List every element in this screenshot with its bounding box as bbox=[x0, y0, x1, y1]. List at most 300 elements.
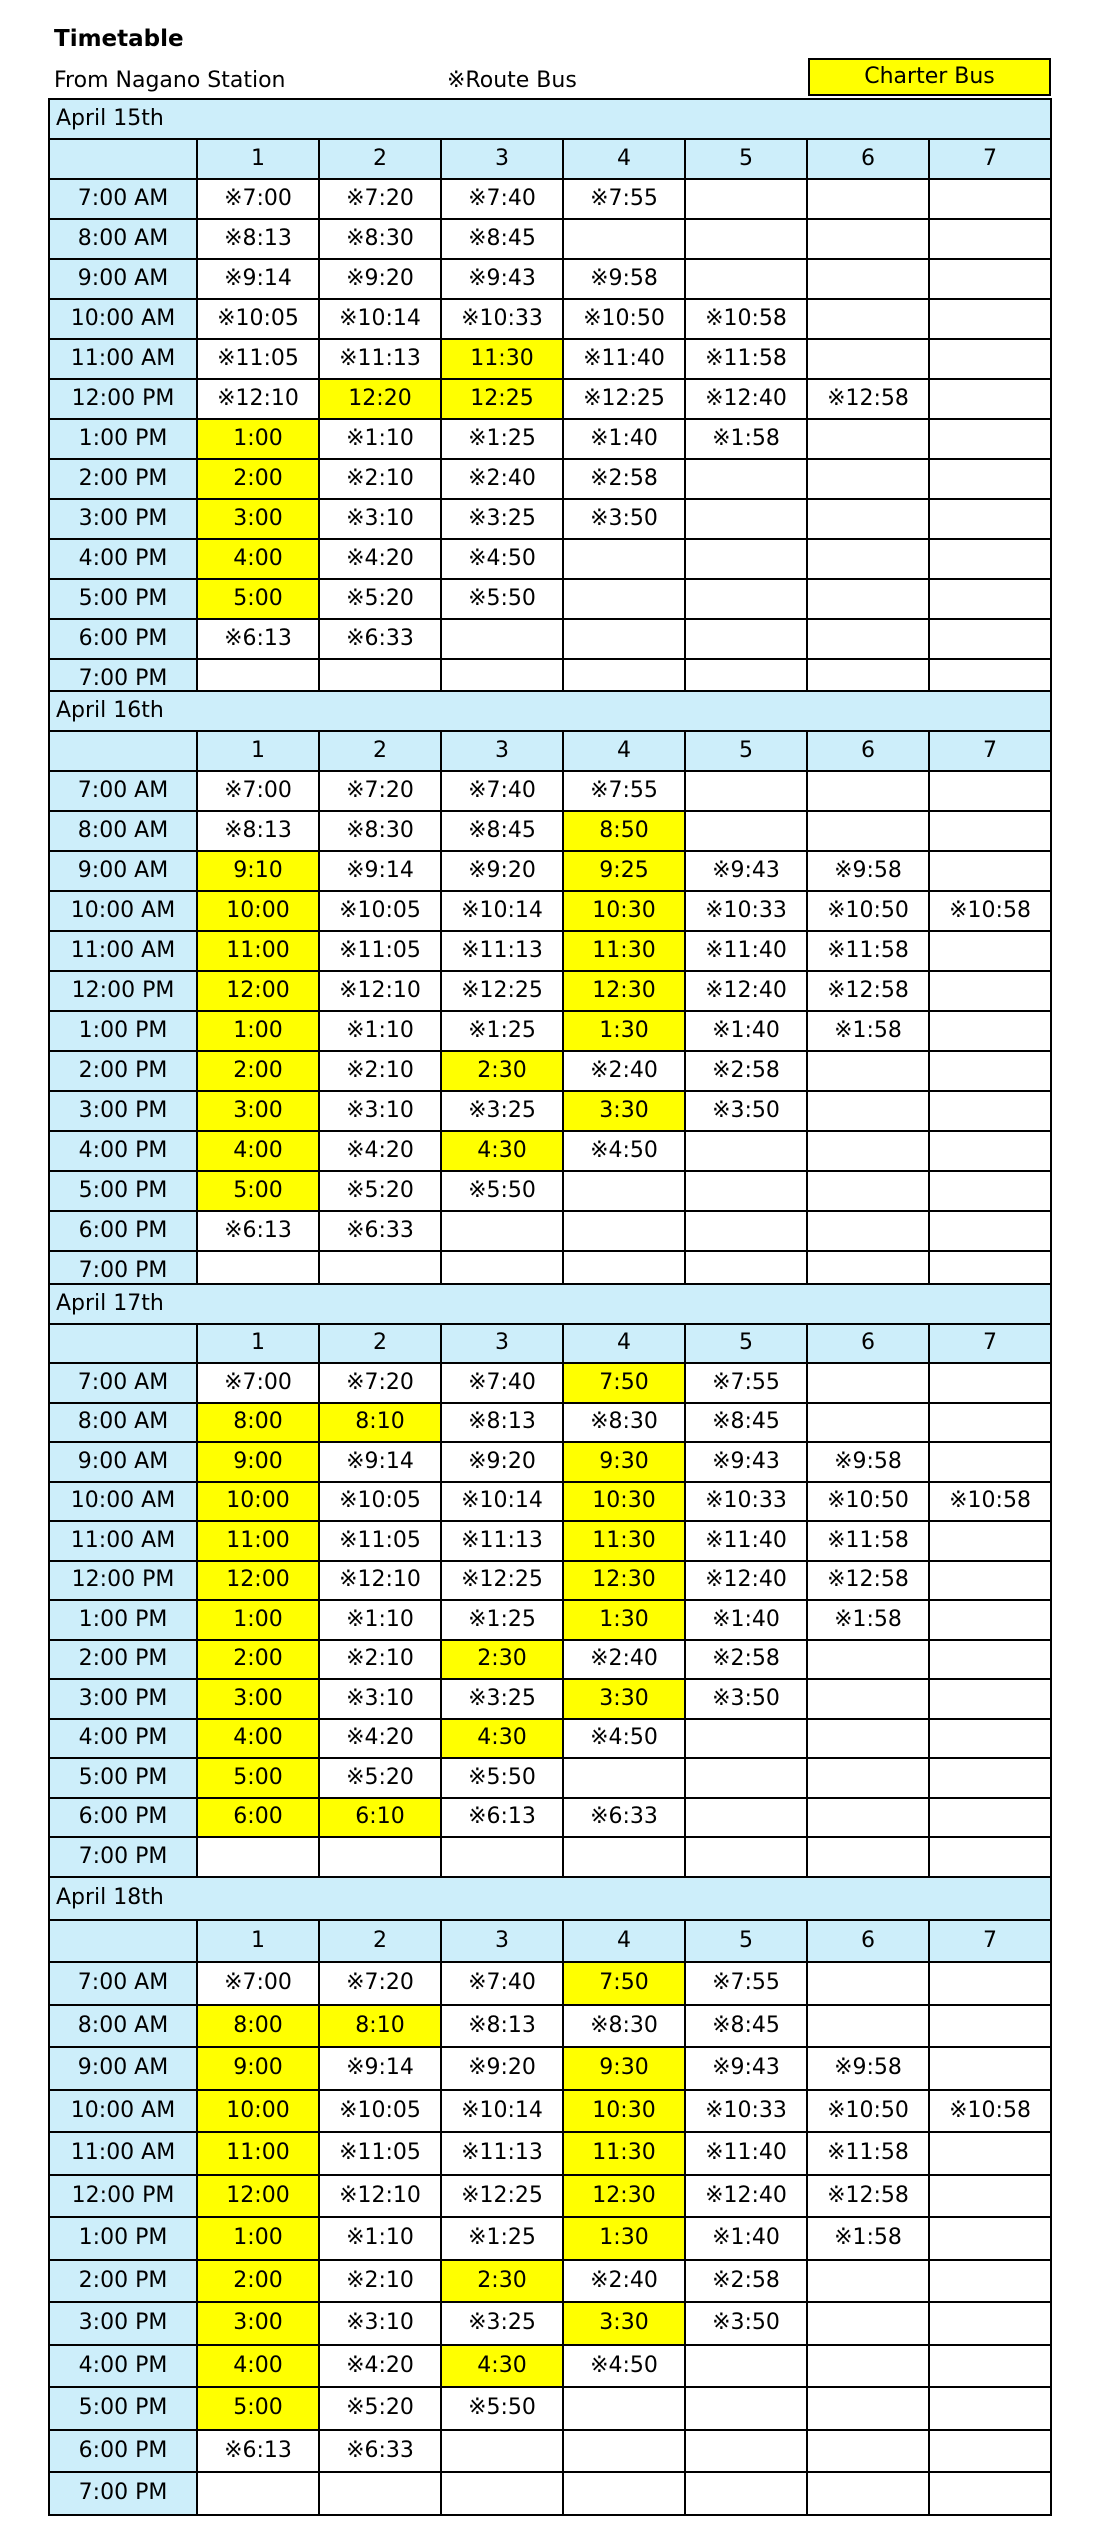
empty-cell bbox=[441, 1211, 563, 1251]
route-bus-time: ※12:40 bbox=[685, 971, 807, 1011]
route-bus-time: ※1:25 bbox=[441, 1600, 563, 1640]
route-bus-time: ※7:20 bbox=[319, 1962, 441, 2005]
charter-bus-time: 2:00 bbox=[197, 459, 319, 499]
empty-cell bbox=[197, 1837, 319, 1877]
column-header: 3 bbox=[441, 139, 563, 179]
charter-bus-time: 12:30 bbox=[563, 2175, 685, 2218]
route-bus-time: ※3:50 bbox=[685, 2302, 807, 2345]
empty-cell bbox=[807, 1051, 929, 1091]
route-bus-time: ※10:05 bbox=[319, 891, 441, 931]
table-row bbox=[49, 971, 1051, 1011]
route-bus-time: ※7:20 bbox=[319, 771, 441, 811]
charter-bus-time: 4:00 bbox=[197, 2345, 319, 2388]
route-bus-time: ※11:05 bbox=[319, 931, 441, 971]
empty-cell bbox=[929, 339, 1051, 379]
hour-label: 12:00 PM bbox=[49, 2175, 197, 2218]
column-header: 3 bbox=[441, 1920, 563, 1963]
route-bus-time: ※6:13 bbox=[197, 2430, 319, 2473]
hour-label: 1:00 PM bbox=[49, 1011, 197, 1051]
column-header: 7 bbox=[929, 731, 1051, 771]
charter-bus-time: 12:30 bbox=[563, 971, 685, 1011]
hour-label: 7:00 AM bbox=[49, 1363, 197, 1403]
empty-cell bbox=[929, 1679, 1051, 1719]
route-bus-time: ※7:00 bbox=[197, 179, 319, 219]
route-bus-time: ※4:20 bbox=[319, 1131, 441, 1171]
empty-cell bbox=[929, 2472, 1051, 2515]
route-bus-time: ※12:10 bbox=[319, 1561, 441, 1601]
route-bus-time: ※4:20 bbox=[319, 2345, 441, 2388]
empty-cell bbox=[807, 579, 929, 619]
route-bus-time: ※2:10 bbox=[319, 1640, 441, 1680]
empty-cell bbox=[929, 1091, 1051, 1131]
route-bus-time: ※8:30 bbox=[563, 2005, 685, 2048]
route-bus-time: ※9:43 bbox=[685, 1442, 807, 1482]
route-bus-time: ※1:40 bbox=[685, 2217, 807, 2260]
table-row bbox=[49, 1521, 1051, 1561]
charter-bus-time: 7:50 bbox=[563, 1962, 685, 2005]
charter-bus-time: 11:00 bbox=[197, 931, 319, 971]
route-bus-time: ※8:30 bbox=[319, 219, 441, 259]
empty-cell bbox=[929, 2430, 1051, 2473]
day-title: April 16th bbox=[49, 691, 1051, 731]
hour-label: 7:00 PM bbox=[49, 2472, 197, 2515]
page-title: Timetable bbox=[54, 26, 184, 52]
charter-bus-time: 1:00 bbox=[197, 1600, 319, 1640]
hour-label: 3:00 PM bbox=[49, 2302, 197, 2345]
empty-cell bbox=[685, 259, 807, 299]
charter-bus-time: 11:00 bbox=[197, 2132, 319, 2175]
empty-cell bbox=[441, 2430, 563, 2473]
route-bus-time: ※2:10 bbox=[319, 2260, 441, 2303]
empty-cell bbox=[929, 299, 1051, 339]
column-header: 5 bbox=[685, 731, 807, 771]
corner-cell bbox=[49, 731, 197, 771]
empty-cell bbox=[319, 1837, 441, 1877]
route-bus-time: ※4:20 bbox=[319, 1719, 441, 1759]
route-bus-time: ※11:13 bbox=[441, 2132, 563, 2175]
hour-label: 12:00 PM bbox=[49, 379, 197, 419]
empty-cell bbox=[807, 1679, 929, 1719]
route-bus-time: ※12:58 bbox=[807, 2175, 929, 2218]
route-bus-time: ※10:58 bbox=[685, 299, 807, 339]
route-bus-time: ※6:33 bbox=[319, 1211, 441, 1251]
column-header: 4 bbox=[563, 139, 685, 179]
route-bus-time: ※9:58 bbox=[807, 2047, 929, 2090]
legend-charter-bus: Charter Bus bbox=[808, 58, 1051, 96]
charter-bus-time: 3:00 bbox=[197, 1679, 319, 1719]
hour-label: 6:00 PM bbox=[49, 1211, 197, 1251]
route-bus-time: ※1:25 bbox=[441, 2217, 563, 2260]
route-bus-time: ※12:40 bbox=[685, 2175, 807, 2218]
empty-cell bbox=[441, 1837, 563, 1877]
charter-bus-time: 12:00 bbox=[197, 971, 319, 1011]
table-row bbox=[49, 1051, 1051, 1091]
route-bus-time: ※8:13 bbox=[441, 2005, 563, 2048]
empty-cell bbox=[563, 619, 685, 659]
charter-bus-time: 2:00 bbox=[197, 2260, 319, 2303]
charter-bus-time: 11:30 bbox=[563, 1521, 685, 1561]
empty-cell bbox=[929, 771, 1051, 811]
table-row bbox=[49, 1679, 1051, 1719]
empty-cell bbox=[929, 1600, 1051, 1640]
empty-cell bbox=[929, 971, 1051, 1011]
route-bus-time: ※10:33 bbox=[685, 2090, 807, 2133]
empty-cell bbox=[807, 299, 929, 339]
route-bus-time: ※7:40 bbox=[441, 179, 563, 219]
hour-label: 2:00 PM bbox=[49, 459, 197, 499]
empty-cell bbox=[929, 1363, 1051, 1403]
charter-bus-time: 11:30 bbox=[441, 339, 563, 379]
empty-cell bbox=[807, 1962, 929, 2005]
route-bus-time: ※1:58 bbox=[685, 419, 807, 459]
empty-cell bbox=[807, 1363, 929, 1403]
charter-bus-time: 9:25 bbox=[563, 851, 685, 891]
hour-label: 11:00 AM bbox=[49, 931, 197, 971]
table-row bbox=[49, 1211, 1051, 1251]
charter-bus-time: 8:10 bbox=[319, 1403, 441, 1443]
empty-cell bbox=[685, 1719, 807, 1759]
table-row bbox=[49, 299, 1051, 339]
column-header-row bbox=[49, 731, 1051, 771]
route-bus-time: ※10:33 bbox=[685, 1482, 807, 1522]
table-row bbox=[49, 811, 1051, 851]
table-row bbox=[49, 891, 1051, 931]
column-header: 4 bbox=[563, 731, 685, 771]
route-bus-time: ※8:45 bbox=[441, 219, 563, 259]
hour-label: 4:00 PM bbox=[49, 1131, 197, 1171]
route-bus-time: ※8:45 bbox=[685, 2005, 807, 2048]
route-bus-time: ※6:13 bbox=[441, 1798, 563, 1838]
column-header: 3 bbox=[441, 1324, 563, 1364]
charter-bus-time: 3:30 bbox=[563, 1679, 685, 1719]
hour-label: 1:00 PM bbox=[49, 1600, 197, 1640]
column-header-row bbox=[49, 1920, 1051, 1963]
route-bus-time: ※3:50 bbox=[563, 499, 685, 539]
charter-bus-time: 12:00 bbox=[197, 1561, 319, 1601]
empty-cell bbox=[929, 539, 1051, 579]
route-bus-time: ※7:00 bbox=[197, 1363, 319, 1403]
empty-cell bbox=[563, 1171, 685, 1211]
route-bus-time: ※6:13 bbox=[197, 1211, 319, 1251]
route-bus-time: ※11:58 bbox=[807, 931, 929, 971]
route-bus-time: ※3:10 bbox=[319, 1679, 441, 1719]
route-bus-time: ※10:50 bbox=[807, 891, 929, 931]
table-row bbox=[49, 379, 1051, 419]
empty-cell bbox=[929, 1442, 1051, 1482]
charter-bus-time: 3:00 bbox=[197, 499, 319, 539]
timetable-day bbox=[48, 1283, 1052, 1878]
route-bus-time: ※5:50 bbox=[441, 579, 563, 619]
empty-cell bbox=[929, 1011, 1051, 1051]
route-bus-time: ※12:25 bbox=[441, 971, 563, 1011]
table-row bbox=[49, 2175, 1051, 2218]
empty-cell bbox=[929, 1837, 1051, 1877]
empty-cell bbox=[929, 1211, 1051, 1251]
empty-cell bbox=[929, 419, 1051, 459]
route-bus-time: ※5:20 bbox=[319, 1171, 441, 1211]
charter-bus-time: 11:00 bbox=[197, 1521, 319, 1561]
empty-cell bbox=[685, 1837, 807, 1877]
empty-cell bbox=[563, 2472, 685, 2515]
empty-cell bbox=[929, 1719, 1051, 1759]
corner-cell bbox=[49, 1920, 197, 1963]
hour-label: 12:00 PM bbox=[49, 1561, 197, 1601]
empty-cell bbox=[807, 1758, 929, 1798]
empty-cell bbox=[563, 579, 685, 619]
route-bus-time: ※7:55 bbox=[685, 1363, 807, 1403]
route-bus-time: ※8:13 bbox=[441, 1403, 563, 1443]
table-row bbox=[49, 2430, 1051, 2473]
route-bus-time: ※12:25 bbox=[441, 1561, 563, 1601]
column-header: 4 bbox=[563, 1324, 685, 1364]
charter-bus-time: 9:00 bbox=[197, 2047, 319, 2090]
empty-cell bbox=[807, 1798, 929, 1838]
empty-cell bbox=[685, 619, 807, 659]
route-bus-time: ※8:30 bbox=[319, 811, 441, 851]
empty-cell bbox=[929, 1758, 1051, 1798]
hour-label: 12:00 PM bbox=[49, 971, 197, 1011]
column-header: 7 bbox=[929, 139, 1051, 179]
empty-cell bbox=[929, 2005, 1051, 2048]
empty-cell bbox=[685, 1131, 807, 1171]
column-header: 2 bbox=[319, 139, 441, 179]
route-bus-time: ※11:05 bbox=[197, 339, 319, 379]
charter-bus-time: 6:10 bbox=[319, 1798, 441, 1838]
empty-cell bbox=[929, 579, 1051, 619]
charter-bus-time: 1:30 bbox=[563, 1600, 685, 1640]
table-row bbox=[49, 2217, 1051, 2260]
route-bus-time: ※4:20 bbox=[319, 539, 441, 579]
route-bus-time: ※12:25 bbox=[563, 379, 685, 419]
route-bus-time: ※10:14 bbox=[319, 299, 441, 339]
charter-bus-time: 8:50 bbox=[563, 811, 685, 851]
empty-cell bbox=[563, 539, 685, 579]
charter-bus-time: 9:00 bbox=[197, 1442, 319, 1482]
route-bus-time: ※9:20 bbox=[319, 259, 441, 299]
hour-label: 9:00 AM bbox=[49, 851, 197, 891]
charter-bus-time: 4:00 bbox=[197, 539, 319, 579]
route-bus-time: ※7:55 bbox=[563, 771, 685, 811]
empty-cell bbox=[807, 419, 929, 459]
table-row bbox=[49, 1363, 1051, 1403]
empty-cell bbox=[685, 2430, 807, 2473]
empty-cell bbox=[685, 1758, 807, 1798]
charter-bus-time: 12:00 bbox=[197, 2175, 319, 2218]
empty-cell bbox=[929, 1403, 1051, 1443]
empty-cell bbox=[929, 2175, 1051, 2218]
charter-bus-time: 3:30 bbox=[563, 1091, 685, 1131]
empty-cell bbox=[929, 1561, 1051, 1601]
column-header: 1 bbox=[197, 1920, 319, 1963]
route-bus-time: ※12:40 bbox=[685, 1561, 807, 1601]
route-bus-time: ※11:13 bbox=[441, 1521, 563, 1561]
charter-bus-time: 2:30 bbox=[441, 1640, 563, 1680]
empty-cell bbox=[929, 259, 1051, 299]
hour-label: 10:00 AM bbox=[49, 299, 197, 339]
hour-label: 7:00 AM bbox=[49, 771, 197, 811]
empty-cell bbox=[685, 811, 807, 851]
table-row bbox=[49, 2005, 1051, 2048]
table-row bbox=[49, 1837, 1051, 1877]
charter-bus-time: 9:30 bbox=[563, 1442, 685, 1482]
table-row bbox=[49, 419, 1051, 459]
day-title: April 15th bbox=[49, 99, 1051, 139]
empty-cell bbox=[807, 811, 929, 851]
route-bus-time: ※7:20 bbox=[319, 1363, 441, 1403]
route-bus-time: ※6:13 bbox=[197, 619, 319, 659]
route-bus-time: ※9:58 bbox=[563, 259, 685, 299]
charter-bus-time: 12:20 bbox=[319, 379, 441, 419]
route-bus-time: ※12:10 bbox=[197, 379, 319, 419]
table-row bbox=[49, 499, 1051, 539]
route-bus-time: ※1:58 bbox=[807, 1011, 929, 1051]
route-bus-time: ※12:58 bbox=[807, 379, 929, 419]
route-bus-time: ※7:55 bbox=[563, 179, 685, 219]
empty-cell bbox=[929, 2345, 1051, 2388]
table-row bbox=[49, 1561, 1051, 1601]
table-row bbox=[49, 1482, 1051, 1522]
charter-bus-time: 12:25 bbox=[441, 379, 563, 419]
empty-cell bbox=[929, 851, 1051, 891]
empty-cell bbox=[807, 179, 929, 219]
empty-cell bbox=[807, 2345, 929, 2388]
empty-cell bbox=[685, 771, 807, 811]
empty-cell bbox=[807, 1403, 929, 1443]
hour-label: 7:00 PM bbox=[49, 1251, 197, 1291]
empty-cell bbox=[685, 219, 807, 259]
route-bus-time: ※8:45 bbox=[685, 1403, 807, 1443]
legend-route-bus: ※Route Bus bbox=[447, 68, 577, 93]
empty-cell bbox=[563, 1837, 685, 1877]
empty-cell bbox=[929, 179, 1051, 219]
empty-cell bbox=[197, 2472, 319, 2515]
hour-label: 5:00 PM bbox=[49, 579, 197, 619]
column-header: 2 bbox=[319, 1920, 441, 1963]
empty-cell bbox=[807, 1837, 929, 1877]
route-bus-time: ※8:30 bbox=[563, 1403, 685, 1443]
route-bus-time: ※10:50 bbox=[563, 299, 685, 339]
route-bus-time: ※11:58 bbox=[685, 339, 807, 379]
origin-label: From Nagano Station bbox=[54, 68, 286, 93]
empty-cell bbox=[929, 2387, 1051, 2430]
column-header: 1 bbox=[197, 731, 319, 771]
charter-bus-time: 5:00 bbox=[197, 1758, 319, 1798]
route-bus-time: ※2:40 bbox=[563, 2260, 685, 2303]
empty-cell bbox=[929, 1962, 1051, 2005]
route-bus-time: ※10:14 bbox=[441, 1482, 563, 1522]
empty-cell bbox=[685, 1211, 807, 1251]
column-header: 2 bbox=[319, 1324, 441, 1364]
empty-cell bbox=[807, 771, 929, 811]
column-header: 2 bbox=[319, 731, 441, 771]
route-bus-time: ※2:40 bbox=[563, 1640, 685, 1680]
route-bus-time: ※7:20 bbox=[319, 179, 441, 219]
empty-cell bbox=[685, 499, 807, 539]
empty-cell bbox=[929, 619, 1051, 659]
empty-cell bbox=[929, 2302, 1051, 2345]
route-bus-time: ※11:40 bbox=[685, 1521, 807, 1561]
charter-bus-time: 9:10 bbox=[197, 851, 319, 891]
charter-bus-time: 4:00 bbox=[197, 1719, 319, 1759]
timetable-day bbox=[48, 1876, 1052, 2516]
hour-label: 2:00 PM bbox=[49, 1051, 197, 1091]
route-bus-time: ※3:10 bbox=[319, 2302, 441, 2345]
table-row bbox=[49, 1798, 1051, 1838]
empty-cell bbox=[685, 2345, 807, 2388]
hour-label: 6:00 PM bbox=[49, 1798, 197, 1838]
empty-cell bbox=[807, 219, 929, 259]
timetable-day bbox=[48, 98, 1052, 700]
hour-label: 6:00 PM bbox=[49, 619, 197, 659]
route-bus-time: ※2:58 bbox=[563, 459, 685, 499]
column-header: 4 bbox=[563, 1920, 685, 1963]
table-row bbox=[49, 2387, 1051, 2430]
route-bus-time: ※1:40 bbox=[563, 419, 685, 459]
route-bus-time: ※12:58 bbox=[807, 1561, 929, 1601]
route-bus-time: ※8:45 bbox=[441, 811, 563, 851]
empty-cell bbox=[807, 2260, 929, 2303]
hour-label: 8:00 AM bbox=[49, 1403, 197, 1443]
route-bus-time: ※10:05 bbox=[319, 2090, 441, 2133]
column-header: 7 bbox=[929, 1324, 1051, 1364]
column-header: 1 bbox=[197, 1324, 319, 1364]
table-row bbox=[49, 2047, 1051, 2090]
empty-cell bbox=[929, 1131, 1051, 1171]
empty-cell bbox=[929, 1521, 1051, 1561]
table-row bbox=[49, 619, 1051, 659]
empty-cell bbox=[929, 219, 1051, 259]
hour-label: 7:00 AM bbox=[49, 179, 197, 219]
empty-cell bbox=[929, 2047, 1051, 2090]
route-bus-time: ※12:40 bbox=[685, 379, 807, 419]
empty-cell bbox=[929, 811, 1051, 851]
charter-bus-time: 6:00 bbox=[197, 1798, 319, 1838]
route-bus-time: ※10:50 bbox=[807, 1482, 929, 1522]
route-bus-time: ※7:55 bbox=[685, 1962, 807, 2005]
route-bus-time: ※5:20 bbox=[319, 2387, 441, 2430]
empty-cell bbox=[685, 2387, 807, 2430]
charter-bus-time: 5:00 bbox=[197, 579, 319, 619]
empty-cell bbox=[563, 1211, 685, 1251]
hour-label: 7:00 PM bbox=[49, 659, 197, 699]
route-bus-time: ※8:13 bbox=[197, 811, 319, 851]
empty-cell bbox=[929, 2260, 1051, 2303]
route-bus-time: ※10:50 bbox=[807, 2090, 929, 2133]
empty-cell bbox=[807, 1211, 929, 1251]
hour-label: 3:00 PM bbox=[49, 499, 197, 539]
hour-label: 3:00 PM bbox=[49, 1679, 197, 1719]
route-bus-time: ※11:58 bbox=[807, 2132, 929, 2175]
charter-bus-time: 5:00 bbox=[197, 2387, 319, 2430]
route-bus-time: ※1:25 bbox=[441, 419, 563, 459]
hour-label: 8:00 AM bbox=[49, 2005, 197, 2048]
empty-cell bbox=[563, 1758, 685, 1798]
route-bus-time: ※1:10 bbox=[319, 1011, 441, 1051]
empty-cell bbox=[685, 179, 807, 219]
route-bus-time: ※5:50 bbox=[441, 2387, 563, 2430]
charter-bus-time: 8:00 bbox=[197, 2005, 319, 2048]
charter-bus-time: 3:00 bbox=[197, 1091, 319, 1131]
day-title: April 17th bbox=[49, 1284, 1051, 1324]
empty-cell bbox=[807, 339, 929, 379]
empty-cell bbox=[441, 2472, 563, 2515]
route-bus-time: ※1:58 bbox=[807, 2217, 929, 2260]
empty-cell bbox=[929, 2217, 1051, 2260]
route-bus-time: ※9:14 bbox=[197, 259, 319, 299]
hour-label: 5:00 PM bbox=[49, 1758, 197, 1798]
route-bus-time: ※11:40 bbox=[563, 339, 685, 379]
empty-cell bbox=[685, 579, 807, 619]
